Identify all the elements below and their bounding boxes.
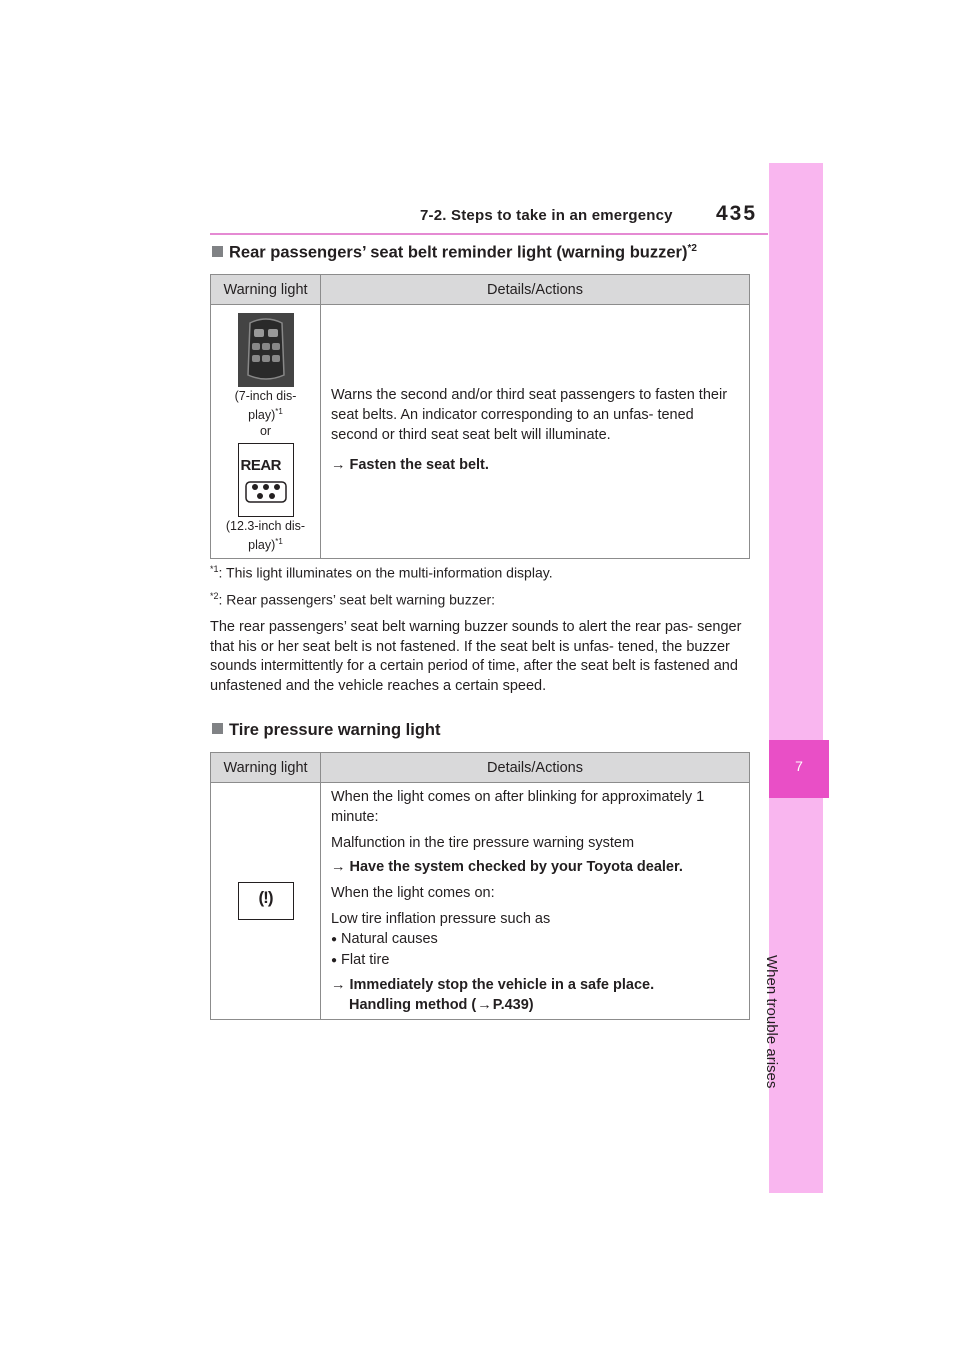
details-cell (321, 783, 750, 1020)
details-cell (321, 305, 750, 559)
warning-light-cell (211, 305, 321, 559)
action-line (331, 975, 739, 995)
footnote-ref: *1 (275, 536, 283, 546)
square-bullet-icon (212, 723, 223, 734)
icon-caption: (7-inch dis- (234, 389, 297, 404)
square-bullet-icon (212, 246, 223, 257)
arrow-icon: → (331, 859, 346, 875)
list-item: ● Flat tire (331, 950, 739, 971)
footnote-text: : This light illuminates on the multi-information display. (218, 564, 553, 581)
buzzer-paragraph: The rear passengers’ seat belt warning buzzer sounds to alert the rear pas- senger that his or her seat belt is not fastened. If the seat belt is unfas- tened, the buzzer sounds intermittently for a certain period of time, after the seat belt is fastened and unfastened and the vehicle reaches a certain speed. (210, 619, 742, 694)
warning-light-cell (211, 783, 321, 1020)
details-text: When the light comes on after blinking for approximately 1 minute: (331, 789, 705, 825)
details-text: Low tire inflation pressure such as (331, 911, 551, 927)
header-rule (210, 233, 768, 235)
tire-pressure-icon (238, 882, 294, 920)
footnote-ref: *2 (687, 243, 697, 254)
footnote-ref: *1 (275, 407, 283, 417)
action-text: Have the system checked by your Toyota dealer. (349, 859, 683, 875)
list-item: ● Natural causes (331, 929, 739, 950)
footnote-text: : Rear passengers’ seat belt warning buzzer: (218, 591, 496, 608)
tire-pressure-table (210, 752, 750, 1020)
rear-seatbelt-table (210, 274, 750, 559)
table-row (211, 783, 750, 1020)
rear-label: REAR (240, 456, 282, 474)
page-reference-link[interactable]: P.439) (492, 997, 534, 1013)
heading-text: Tire pressure warning light (229, 721, 441, 739)
rear-seatbelt-icon (238, 443, 294, 517)
arrow-icon: → (331, 456, 346, 473)
table-header-row (211, 275, 750, 305)
action-line-cont (331, 995, 739, 1015)
footnote-2 (210, 591, 495, 608)
action-text: Fasten the seat belt. (349, 456, 489, 473)
table-header-row (211, 753, 750, 783)
footnote-mark: *1 (210, 564, 219, 574)
table-row (211, 305, 750, 559)
col-header-warning-light: Warning light (211, 275, 321, 305)
running-header-section: 7-2. Steps to take in an emergency (420, 207, 673, 224)
chapter-title-vertical: When trouble arises (763, 955, 780, 1089)
icon-caption-cont: play) (248, 537, 276, 552)
col-header-details: Details/Actions (321, 753, 750, 783)
seat-dots-icon (244, 480, 288, 504)
footnote-mark: *2 (210, 591, 219, 601)
chapter-number-tab[interactable]: 7 (769, 740, 829, 798)
details-text: Warns the second and/or third seat passengers to fasten their seat belts. An indicator corresponding to an unfas- tened second or third seat seat belt will illuminate. (331, 386, 728, 443)
page-number: 435 (716, 202, 758, 225)
section-heading-tire-pressure (212, 721, 441, 740)
icon-caption-cont: play) (248, 408, 276, 423)
icon-caption: (12.3-inch dis- (225, 518, 306, 533)
col-header-details: Details/Actions (321, 275, 750, 305)
icon-or-text: or (259, 423, 272, 438)
details-text: When the light comes on: (331, 885, 495, 901)
arrow-icon: → (477, 997, 492, 1013)
details-text: Malfunction in the tire pressure warning system (331, 835, 635, 851)
col-header-warning-light: Warning light (211, 753, 321, 783)
action-line (331, 455, 739, 475)
heading-text: Rear passengers’ seat belt reminder light (warning buzzer) (229, 243, 688, 262)
tire-pressure-symbol: (!) (258, 888, 273, 907)
section-heading-rear-seatbelt (212, 243, 697, 263)
action-text: Handling method ( (349, 997, 477, 1013)
car-seat-display-icon (238, 313, 294, 387)
footnote-1 (210, 564, 553, 581)
action-line (331, 857, 739, 877)
arrow-icon: → (331, 977, 346, 993)
action-text: Immediately stop the vehicle in a safe place. (349, 977, 655, 993)
